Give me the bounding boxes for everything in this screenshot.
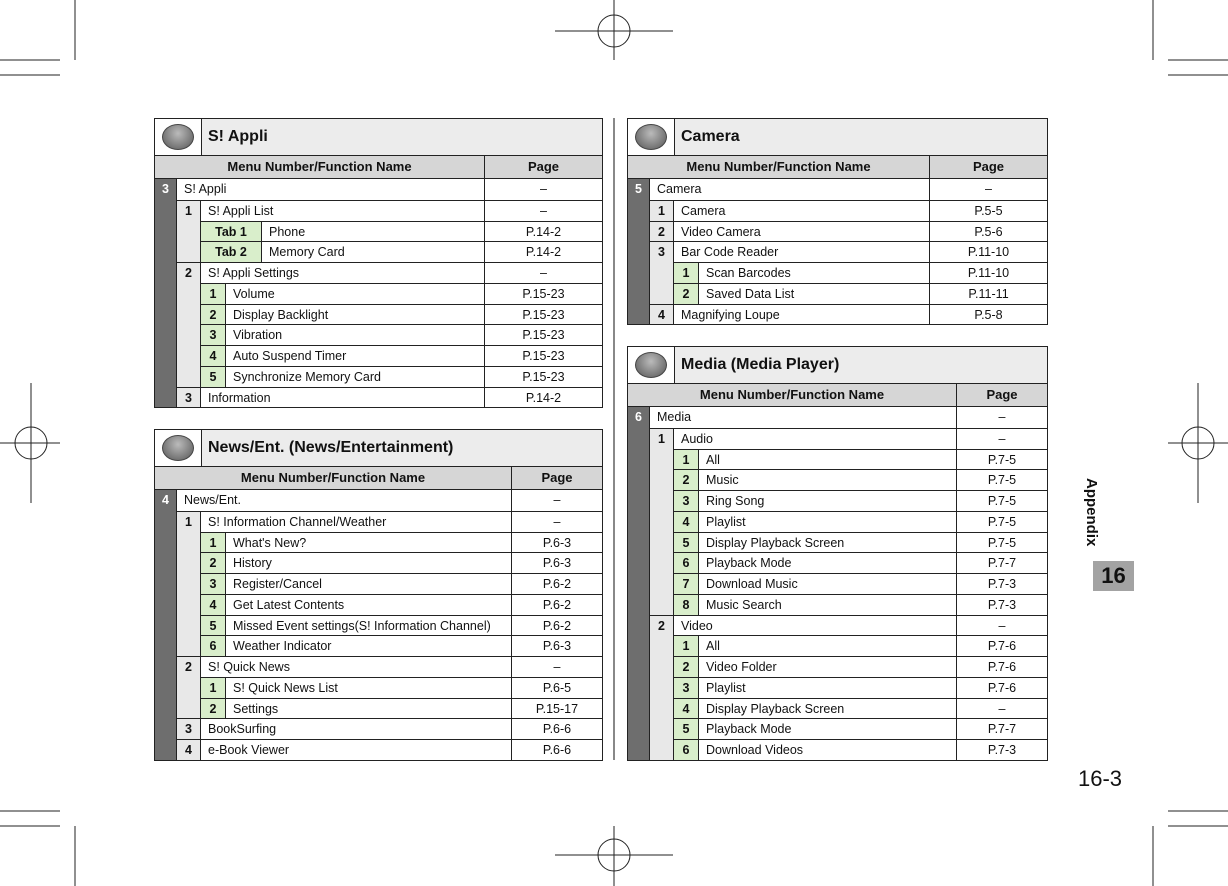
menu-number-level3: 2	[674, 283, 699, 304]
menu-number-level1	[628, 552, 650, 573]
menu-number-level1	[628, 739, 650, 760]
page-reference: P.7-6	[957, 677, 1047, 698]
table-title-bar	[155, 430, 602, 467]
page-reference: P.7-7	[957, 718, 1047, 739]
menu-number-level2	[650, 511, 674, 532]
menu-number-level1	[155, 366, 177, 387]
menu-number-level2	[650, 532, 674, 553]
function-name: e-Book Viewer	[201, 739, 512, 760]
table-title: Camera	[681, 128, 740, 145]
page-reference: P.6-2	[512, 594, 602, 615]
function-name: Information	[201, 387, 485, 408]
function-name: Display Backlight	[226, 304, 485, 325]
page-reference: –	[512, 511, 602, 532]
column-header-name: Menu Number/Function Name	[155, 467, 512, 489]
menu-number-level1	[155, 615, 177, 636]
table-row	[155, 511, 602, 532]
page-reference: –	[485, 200, 602, 221]
page-reference: P.7-7	[957, 552, 1047, 573]
menu-number-level2	[177, 594, 201, 615]
menu-number-level3: 3	[201, 573, 226, 594]
page-reference: –	[540, 182, 547, 196]
page-reference: P.7-5	[957, 469, 1047, 490]
menu-number-level2	[650, 283, 674, 304]
menu-number-level3: 5	[674, 532, 699, 553]
menu-number-level2: 4	[650, 304, 674, 325]
menu-number-level2	[650, 573, 674, 594]
page-reference: P.5-5	[930, 200, 1047, 221]
menu-number-level3: 4	[674, 698, 699, 719]
menu-number-level1	[628, 573, 650, 594]
table-row	[628, 179, 1047, 200]
table-row	[155, 573, 602, 594]
menu-number-level1	[628, 428, 650, 449]
table-row	[155, 283, 602, 304]
menu-number-level2: 3	[177, 718, 201, 739]
page-number: 16-3	[1078, 766, 1123, 791]
menu-number-level3: 7	[674, 573, 699, 594]
menu-number-level1	[155, 656, 177, 677]
function-name: Camera	[650, 179, 930, 200]
menu-number-level3: Tab 1	[201, 221, 262, 242]
table-row	[628, 718, 1047, 739]
menu-number-level2	[177, 677, 201, 698]
table-row	[628, 511, 1047, 532]
page-reference: P.15-23	[485, 283, 602, 304]
table-row	[155, 324, 602, 345]
menu-number-level1	[628, 262, 650, 283]
chapter-tab: 16	[1093, 561, 1134, 591]
function-name: Video Folder	[699, 656, 957, 677]
menu-number-level1	[155, 387, 177, 408]
function-name: Display Playback Screen	[699, 698, 957, 719]
column-header-page: Page	[527, 159, 560, 174]
menu-number-level1	[628, 698, 650, 719]
function-name: S! Appli	[177, 179, 485, 200]
table-row	[628, 573, 1047, 594]
table-row	[155, 718, 602, 739]
function-name: BookSurfing	[201, 718, 512, 739]
page-reference: P.6-6	[512, 739, 602, 760]
page-reference: –	[998, 410, 1006, 424]
menu-number-level2	[650, 469, 674, 490]
table-row	[628, 552, 1047, 573]
table-row	[628, 221, 1047, 242]
menu-number-level2	[177, 552, 201, 573]
menu-number-level1	[628, 718, 650, 739]
menu-number-level2	[650, 635, 674, 656]
table-row	[628, 449, 1047, 470]
page-reference: P.7-5	[957, 532, 1047, 553]
game-controller-icon	[155, 119, 202, 155]
function-name: Auto Suspend Timer	[226, 345, 485, 366]
function-name: S! Appli List	[201, 200, 485, 221]
table-s-appli	[154, 118, 603, 408]
page-reference: P.6-3	[512, 552, 602, 573]
menu-number-level3: 2	[201, 698, 226, 719]
table-row	[628, 656, 1047, 677]
function-name: News/Ent.	[177, 490, 512, 511]
menu-number-level1	[155, 304, 177, 325]
table-row	[628, 428, 1047, 449]
table-row	[628, 283, 1047, 304]
function-name: Playlist	[699, 511, 957, 532]
menu-number-level2: 2	[650, 615, 674, 636]
function-name: Missed Event settings(S! Information Channel)	[226, 615, 512, 636]
menu-number-level1	[628, 221, 650, 242]
menu-number-level3: 2	[201, 552, 226, 573]
menu-number-level1: 6	[628, 407, 650, 428]
table-title-bar	[628, 347, 1047, 384]
menu-number-level3: 4	[201, 345, 226, 366]
menu-number-level2	[177, 345, 201, 366]
table-row	[155, 262, 602, 283]
function-name: Video Camera	[674, 221, 930, 242]
menu-number-level3: 1	[674, 449, 699, 470]
table-row	[155, 698, 602, 719]
function-name: Playlist	[699, 677, 957, 698]
menu-number-level3: 1	[201, 532, 226, 553]
table-row	[155, 594, 602, 615]
function-name: Settings	[226, 698, 512, 719]
table-row	[628, 407, 1047, 428]
menu-number-level1	[155, 345, 177, 366]
table-row	[155, 221, 602, 242]
table-row	[155, 615, 602, 636]
table-row	[155, 552, 602, 573]
menu-number-level1	[628, 469, 650, 490]
function-name: History	[226, 552, 512, 573]
function-name: Download Videos	[699, 739, 957, 760]
menu-number-level2	[177, 573, 201, 594]
table-row	[628, 615, 1047, 636]
menu-number-level3: 1	[674, 262, 699, 283]
page-reference: P.6-2	[512, 615, 602, 636]
page-reference: –	[985, 182, 992, 196]
table-row	[155, 200, 602, 221]
camera-icon	[628, 119, 675, 155]
menu-number-level3: 2	[674, 656, 699, 677]
menu-number-level3: 2	[674, 469, 699, 490]
menu-number-level3: 3	[201, 324, 226, 345]
menu-number-level1	[155, 698, 177, 719]
menu-number-level1	[628, 200, 650, 221]
menu-number-level2: 3	[650, 241, 674, 262]
menu-number-level1	[628, 241, 650, 262]
menu-number-level2	[177, 241, 201, 262]
table-title-bar	[155, 119, 602, 156]
menu-number-level3: 4	[201, 594, 226, 615]
page-reference: P.6-2	[512, 573, 602, 594]
table-row	[155, 241, 602, 262]
menu-number-level3: 8	[674, 594, 699, 615]
page-reference: P.15-23	[485, 324, 602, 345]
menu-number-level3: 5	[201, 615, 226, 636]
page-reference: –	[957, 428, 1047, 449]
table-row	[628, 739, 1047, 760]
menu-number-level3: 6	[674, 552, 699, 573]
page-reference: P.6-5	[512, 677, 602, 698]
table-row	[155, 387, 602, 408]
menu-number-level3: 5	[201, 366, 226, 387]
menu-number-level1	[155, 200, 177, 221]
table-row	[628, 635, 1047, 656]
function-name: Get Latest Contents	[226, 594, 512, 615]
table-row	[628, 304, 1047, 325]
table-row	[155, 304, 602, 325]
function-name: All	[699, 635, 957, 656]
menu-number-level3: 3	[674, 490, 699, 511]
page-reference: P.15-23	[485, 366, 602, 387]
table-header	[628, 384, 1047, 407]
function-name: Volume	[226, 283, 485, 304]
menu-number-level3: 1	[674, 635, 699, 656]
menu-number-level2	[650, 594, 674, 615]
menu-number-level1	[155, 324, 177, 345]
function-name: Scan Barcodes	[699, 262, 930, 283]
function-name: Saved Data List	[699, 283, 930, 304]
function-name: What's New?	[226, 532, 512, 553]
function-name: Audio	[674, 428, 957, 449]
page-reference: P.5-6	[930, 221, 1047, 242]
function-name: Synchronize Memory Card	[226, 366, 485, 387]
function-name: Playback Mode	[699, 718, 957, 739]
menu-number-level1	[628, 615, 650, 636]
menu-number-level2: 2	[650, 221, 674, 242]
menu-number-level2	[650, 262, 674, 283]
menu-number-level2: 1	[650, 200, 674, 221]
table-row	[628, 490, 1047, 511]
function-name: Music	[699, 469, 957, 490]
column-header-name: Menu Number/Function Name	[155, 156, 485, 178]
table-title-bar	[628, 119, 1047, 156]
menu-number-level1	[155, 573, 177, 594]
function-name: Magnifying Loupe	[674, 304, 930, 325]
menu-number-level1	[155, 677, 177, 698]
table-row	[628, 532, 1047, 553]
table-row	[628, 262, 1047, 283]
function-name: Ring Song	[699, 490, 957, 511]
function-name: S! Quick News	[201, 656, 512, 677]
menu-number-level2	[177, 221, 201, 242]
function-name: Media	[650, 407, 957, 428]
menu-number-level1	[628, 304, 650, 325]
menu-number-level1	[628, 677, 650, 698]
page-reference: P.14-2	[485, 387, 602, 408]
table-header	[628, 156, 1047, 179]
table-title: Media (Media Player)	[681, 356, 840, 373]
function-name: Music Search	[699, 594, 957, 615]
function-name: Register/Cancel	[226, 573, 512, 594]
table-media	[627, 346, 1048, 761]
function-name: Bar Code Reader	[674, 241, 930, 262]
media-player-icon	[628, 347, 675, 383]
table-row	[155, 179, 602, 200]
page-reference: P.7-6	[957, 656, 1047, 677]
table-title: S! Appli	[208, 128, 268, 145]
menu-number-level2	[650, 552, 674, 573]
menu-number-level2	[177, 283, 201, 304]
menu-number-level1	[628, 656, 650, 677]
menu-number-level2: 1	[177, 511, 201, 532]
column-header-name: Menu Number/Function Name	[628, 156, 930, 178]
page-reference: –	[512, 656, 602, 677]
function-name: S! Information Channel/Weather	[201, 511, 512, 532]
function-name: Download Music	[699, 573, 957, 594]
menu-number-level2	[177, 635, 201, 656]
function-name: All	[699, 449, 957, 470]
page-reference: –	[553, 493, 561, 507]
menu-number-level2	[650, 490, 674, 511]
menu-number-level1	[155, 511, 177, 532]
table-row	[155, 739, 602, 760]
menu-number-level1	[155, 635, 177, 656]
page-reference: P.15-17	[512, 698, 602, 719]
page-reference: P.14-2	[485, 241, 602, 262]
function-name: Memory Card	[262, 241, 485, 262]
page-reference: P.14-2	[485, 221, 602, 242]
table-row	[155, 532, 602, 553]
menu-number-level1	[155, 594, 177, 615]
menu-number-level3: 6	[201, 635, 226, 656]
table-row	[155, 677, 602, 698]
menu-number-level1	[155, 283, 177, 304]
menu-number-level2	[650, 718, 674, 739]
page-reference: P.7-3	[957, 573, 1047, 594]
menu-number-level3: 4	[674, 511, 699, 532]
page-reference: P.11-10	[930, 262, 1047, 283]
section-label: Appendix	[1083, 478, 1100, 547]
menu-number-level1	[628, 449, 650, 470]
menu-number-level2: 3	[177, 387, 201, 408]
menu-number-level1	[628, 283, 650, 304]
column-header-page: Page	[986, 387, 1018, 402]
news-icon	[155, 430, 202, 466]
table-row	[155, 490, 602, 511]
column-header-page: Page	[541, 470, 573, 485]
function-name: S! Appli Settings	[201, 262, 485, 283]
menu-number-level1	[155, 241, 177, 262]
page-reference: P.11-10	[930, 241, 1047, 262]
menu-number-level1: 5	[628, 179, 650, 200]
menu-number-level1	[155, 718, 177, 739]
menu-number-level3: 6	[674, 739, 699, 760]
table-header	[155, 156, 602, 179]
menu-number-level1	[628, 594, 650, 615]
menu-number-level2	[650, 739, 674, 760]
menu-number-level1	[155, 262, 177, 283]
table-row	[628, 241, 1047, 262]
menu-number-level1: 3	[155, 179, 177, 200]
menu-number-level2: 2	[177, 656, 201, 677]
menu-number-level3: 2	[201, 304, 226, 325]
function-name: S! Quick News List	[226, 677, 512, 698]
table-row	[155, 635, 602, 656]
menu-number-level2	[177, 698, 201, 719]
page-reference: P.15-23	[485, 345, 602, 366]
page-reference: –	[957, 615, 1047, 636]
table-news-ent	[154, 429, 603, 761]
table-row	[628, 469, 1047, 490]
menu-number-level3: 5	[674, 718, 699, 739]
page-reference: –	[485, 262, 602, 283]
function-name: Display Playback Screen	[699, 532, 957, 553]
column-header-name: Menu Number/Function Name	[628, 384, 957, 406]
function-name: Weather Indicator	[226, 635, 512, 656]
table-row	[628, 200, 1047, 221]
page-reference: P.6-6	[512, 718, 602, 739]
menu-number-level2	[177, 304, 201, 325]
page-reference: P.7-5	[957, 511, 1047, 532]
table-header	[155, 467, 602, 490]
function-name: Phone	[262, 221, 485, 242]
menu-number-level2	[177, 324, 201, 345]
function-name: Playback Mode	[699, 552, 957, 573]
table-row	[628, 677, 1047, 698]
menu-number-level1	[155, 532, 177, 553]
menu-number-level1	[155, 221, 177, 242]
page-reference: P.6-3	[512, 635, 602, 656]
page-reference: P.7-5	[957, 490, 1047, 511]
menu-number-level2	[177, 366, 201, 387]
menu-number-level2	[650, 677, 674, 698]
page-reference: P.11-11	[930, 283, 1047, 304]
menu-number-level1	[628, 490, 650, 511]
function-name: Camera	[674, 200, 930, 221]
menu-number-level3: 1	[201, 677, 226, 698]
page-reference: P.7-3	[957, 739, 1047, 760]
table-title: News/Ent. (News/Entertainment)	[208, 439, 454, 456]
menu-number-level1	[155, 552, 177, 573]
menu-number-level1	[155, 739, 177, 760]
page-reference: –	[957, 698, 1047, 719]
function-name: Video	[674, 615, 957, 636]
menu-number-level1	[628, 532, 650, 553]
menu-number-level2	[177, 615, 201, 636]
menu-number-level1	[628, 511, 650, 532]
page-reference: P.7-5	[957, 449, 1047, 470]
menu-number-level3: Tab 2	[201, 241, 262, 262]
menu-number-level2: 4	[177, 739, 201, 760]
page-reference: P.6-3	[512, 532, 602, 553]
table-row	[155, 656, 602, 677]
menu-number-level2: 1	[177, 200, 201, 221]
table-row	[155, 345, 602, 366]
menu-number-level2: 1	[650, 428, 674, 449]
page-reference: P.7-3	[957, 594, 1047, 615]
menu-number-level2	[177, 532, 201, 553]
menu-number-level3: 1	[201, 283, 226, 304]
table-row	[628, 698, 1047, 719]
page-reference: P.15-23	[485, 304, 602, 325]
page-reference: P.5-8	[930, 304, 1047, 325]
page-reference: P.7-6	[957, 635, 1047, 656]
menu-number-level2	[650, 449, 674, 470]
function-name: Vibration	[226, 324, 485, 345]
column-header-page: Page	[972, 159, 1005, 174]
menu-number-level1: 4	[155, 490, 177, 511]
table-row	[628, 594, 1047, 615]
menu-number-level2	[650, 698, 674, 719]
table-row	[155, 366, 602, 387]
menu-number-level2: 2	[177, 262, 201, 283]
menu-number-level2	[650, 656, 674, 677]
menu-number-level3: 3	[674, 677, 699, 698]
table-camera	[627, 118, 1048, 325]
menu-number-level1	[628, 635, 650, 656]
